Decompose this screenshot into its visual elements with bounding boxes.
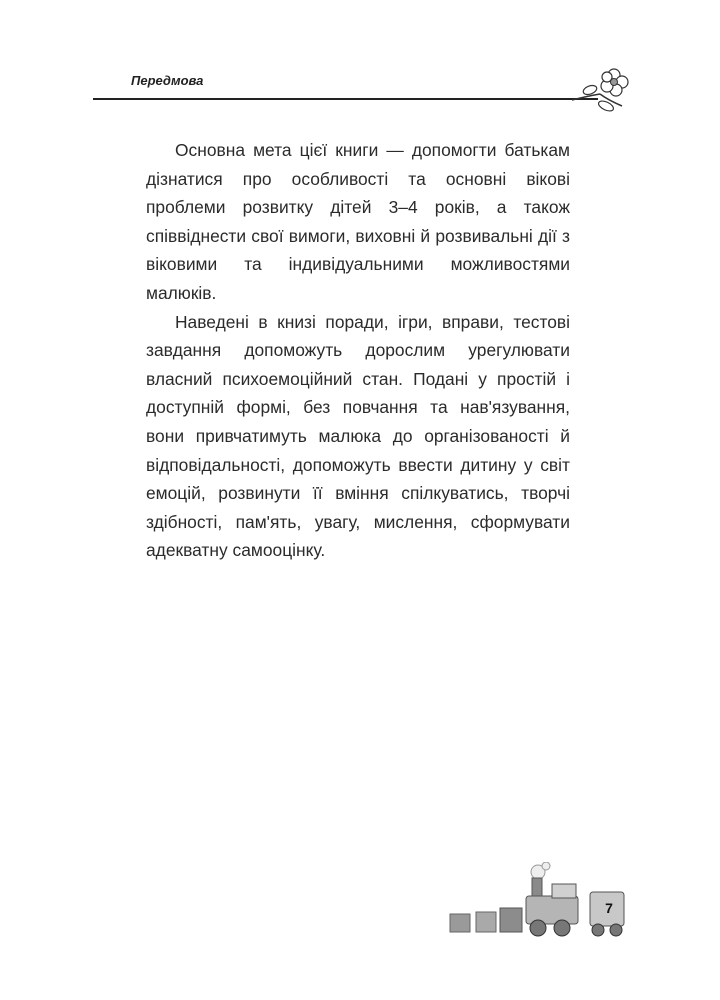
paragraph-1: Основна мета цієї книги — допомогти батькам дізнатися про особливості та основні вікові проблеми розвитку дітей 3–4 років, а також співвіднести свої вимоги, виховні й розвивальні дії з віковими та індивідуальними можливостями малюків. [146, 140, 570, 303]
header-title: Передмова [131, 73, 204, 88]
header-rule [93, 98, 598, 100]
flower-icon [570, 66, 640, 114]
page-number: 7 [605, 900, 613, 916]
main-text [146, 136, 570, 565]
paragraph-2: Наведені в книзі поради, ігри, вправи, тестові завдання допоможуть дорослим урегулювати власний психоемоційний стан. Подані у простій і доступній формі, без повчання та нав'язування, вони привчатимуть малюка до організованості й відповідальності, допоможуть ввести дитину у світ емоцій, розвинути її вміння спілкуватись, творчі здібності, пам'ять, увагу, мислення, сформувати адекватну самооцінку. [146, 311, 570, 561]
